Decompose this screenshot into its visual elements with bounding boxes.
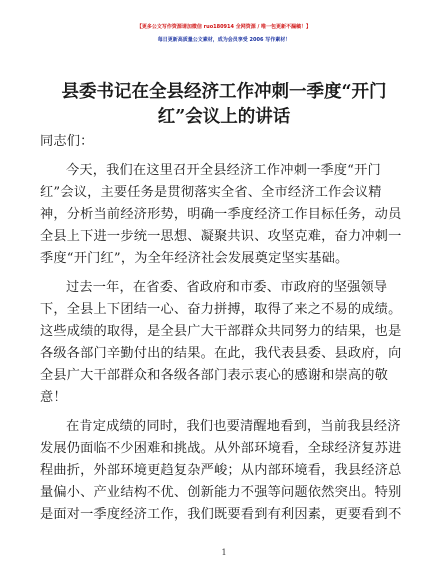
paragraph-1-line-4: 全县上下进一步统一思想、凝聚共识、攻坚克难，奋力冲刺一 <box>40 229 402 244</box>
paragraph-1-line-1: 今天，我们在这里召开全县经济工作冲刺一季度“开门 <box>66 163 381 178</box>
paragraph-2-line-5: 全县广大干部群众和各级各部门表示衷心的感谢和崇高的敬 <box>40 368 389 383</box>
paragraph-1-line-5: 季度“开门红”，为全年经济社会发展奠定坚实基础。 <box>40 251 349 266</box>
paragraph-3-line-2: 发展仍面临不少困难和挑战。从外部环境看，全球经济复苏进 <box>40 441 402 456</box>
paragraph-2-line-2: 下，全县上下团结一心、奋力拼搏，取得了来之不易的成绩。 <box>40 302 402 317</box>
salutation: 同志们： <box>40 134 94 149</box>
paragraph-3-line-4: 量偏小、产业结构不优、创新能力不强等问题依然突出。特别 <box>40 485 402 500</box>
paragraph-3-line-1: 在肯定成绩的同时，我们也要清醒地看到，当前我县经济 <box>66 419 401 434</box>
page-number: 1 <box>221 548 227 557</box>
paragraph-2-line-1: 过去一年，在省委、省政府和市委、市政府的坚强领导 <box>66 280 388 295</box>
document-title-line1: 县委书记在全县经济工作冲刺一季度“开门 <box>61 82 387 102</box>
paragraph-1-line-3: 神，分析当前经济形势，明确一季度经济工作目标任务，动员 <box>40 207 402 222</box>
paragraph-3-line-5: 是面对一季度经济工作，我们既要看到有利因素，更要看到不 <box>40 507 402 522</box>
paragraph-3-line-3: 程曲折，外部环境更趋复杂严峻；从内部环境看，我县经济总 <box>40 463 402 478</box>
paragraph-2-line-6: 意！ <box>40 390 67 405</box>
paragraph-1-line-2: 红”会议，主要任务是贯彻落实全省、全市经济工作会议精 <box>40 185 382 200</box>
paragraph-2-line-3: 这些成绩的取得，是全县广大干部群众共同努力的结果，也是 <box>40 324 402 339</box>
promo-banner-line1: 【更多公文写作资源请加微信 ruo180914 全网资源 / 唯一包更新不漏稿！】 <box>136 24 312 30</box>
document-title-line2: 红”会议上的讲话 <box>157 107 291 127</box>
promo-banner-line2: 每日更新高质量公文素材，成为会员享受 2006 写作素材！ <box>157 37 291 43</box>
paragraph-2-line-4: 各级各部门辛勤付出的结果。在此，我代表县委、县政府，向 <box>40 346 402 361</box>
